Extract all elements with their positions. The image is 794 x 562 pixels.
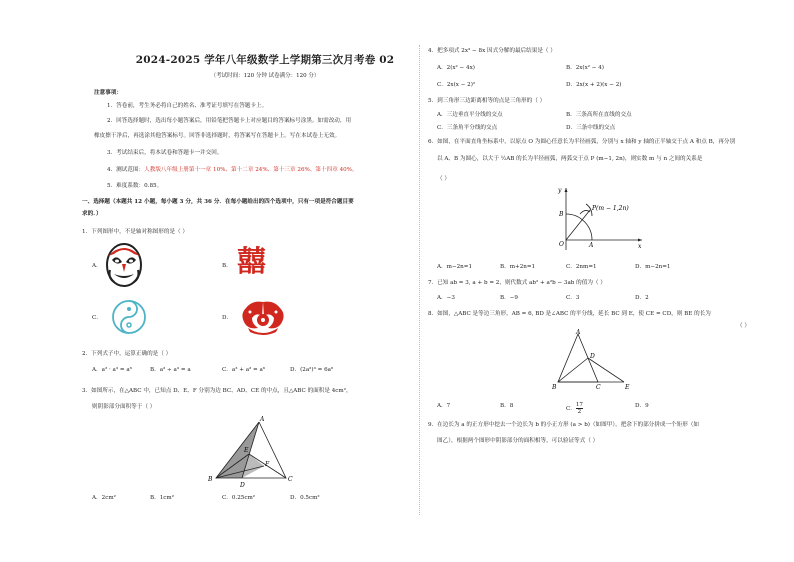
note-2b: 橡皮擦干净后，再选涂其他答案标号。回答非选择题时，将答案写在答题卡上。写在本试卷上无效。	[94, 133, 341, 139]
q3-option-d: D．0.5cm²	[290, 495, 320, 501]
q8-option-c-numerator: 17	[575, 402, 583, 408]
q8-label-b: B	[552, 384, 557, 391]
q2-option-b: B．a³ ÷ a³ = a	[150, 367, 191, 373]
q5-option-d: D．三条中线的交点	[566, 125, 616, 131]
note-5: 5．难度系数：0.85。	[107, 183, 163, 189]
q6-stem-line2: 以 A、B 为圆心，以大于 ½AB 的长为半径画弧，两弧交于点 P (m−1, 2n)，则实数 m 与 n 之间的关系是	[437, 156, 703, 162]
q8-option-b: B．8	[500, 403, 514, 409]
q6-option-d: D．m−2n=1	[635, 264, 671, 270]
q2-option-d: D．(2a²)³ = 6a⁶	[290, 367, 334, 373]
q4-option-a: A．2(x² − 4x)	[437, 65, 475, 71]
section-heading-line2: 求的．）	[82, 211, 102, 217]
q5-option-c: C．三条角平分线的交点	[437, 125, 498, 131]
q6-stem-line1: 6．如图，在平面直角坐标系中，以原点 O 为圆心任意长为半径画弧，分别与 x 轴和 y 轴的正半轴交于点 A 和点 B，再分别	[428, 139, 736, 145]
q7-option-d: D．2	[635, 295, 649, 301]
q3-option-b: B．1cm²	[150, 495, 174, 501]
exam-info: （考试时间：120 分钟 试卷满分：120 分）	[210, 73, 320, 79]
q3-option-a: A．2cm²	[92, 495, 116, 501]
section-heading-line1: 一、选择题（本题共 12 小题，每小题 3 分，共 36 分．在每小题给出的四个选项中，只有一项是符合题目要	[82, 199, 354, 205]
q9-stem-line1: 9．在边长为 a 的正方形中挖去一个边长为 b 的小正方形 (a > b)（如图甲），把余下的部分拼成一个矩形（如	[428, 422, 700, 428]
q4-option-b: B．2x(x² − 4)	[566, 65, 604, 71]
q8-option-c-denominator: 2	[577, 409, 582, 415]
q3-label-d: D	[240, 482, 245, 489]
q1-option-c-label: C．	[92, 315, 102, 321]
q7-option-b: B．−9	[500, 295, 518, 301]
q2-option-a: A．a² · a³ = a⁶	[92, 367, 132, 373]
note-4-prefix: 4．测试范围：	[107, 167, 145, 173]
note-2a: 2．回答选择题时，选出每小题答案后，用铅笔把答题卡上对应题目的答案标号涂黑。如需改动，用	[107, 118, 352, 124]
q3-label-b: B	[208, 476, 213, 483]
q8-option-c	[566, 402, 583, 415]
q5-option-a: A．三边垂直平分线的交点	[437, 112, 503, 118]
q2-stem: 2．下列式子中，运算正确的是（ ）	[82, 351, 172, 357]
q5-option-b: B．三条高所在直线的交点	[566, 112, 632, 118]
notes-heading: 注意事项：	[94, 90, 122, 96]
q1-option-b-label: B．	[222, 263, 232, 269]
q6-label-a: A	[589, 242, 594, 249]
q8-triangle-figure	[552, 328, 636, 392]
page-title: 2024-2025 学年八年级数学上学期第三次月考卷 02	[135, 54, 395, 66]
q5-stem: 5．到三角形三边距离相等的点是三角形的（ ）	[428, 98, 546, 104]
q1-option-c-yin-yang	[110, 298, 148, 336]
q6-label-y: y	[558, 187, 562, 194]
q1-option-b-double-happiness: 囍	[237, 244, 267, 278]
q1-stem: 1．下列图形中，不是轴对称图形的是（ ）	[82, 229, 189, 235]
q2-option-c: C．a³ + a³ = a⁶	[222, 367, 266, 373]
q6-option-c: C．2nm=1	[566, 264, 597, 270]
q7-option-a: A．−3	[437, 295, 455, 301]
q8-stem-line1: 8．如图，△ABC 是等边三角形，AB = 6, BD 是∠ABC 的平分线，延长 BC 到 E，使 CE = CD，则 BE 的长为	[428, 311, 711, 317]
q8-option-d: D．9	[635, 403, 649, 409]
q4-option-d: D．2x(x + 2)(x − 2)	[566, 82, 622, 88]
q3-triangle-figure	[204, 414, 298, 490]
q1-option-d-dragon-papercut	[238, 298, 288, 336]
q9-stem-line2: 图乙），根据两个图形中阴影部分的面积相等，可以验证等式（ ）	[437, 438, 599, 444]
q6-label-x: x	[638, 243, 642, 250]
note-4-range: 人教版八年级上册第十一章 10%、第十二章 24%、第十三章 26%、第十四章 40%。	[144, 167, 358, 173]
q3-option-c: C．0.25cm²	[222, 495, 256, 501]
q3-label-a: A	[260, 416, 265, 423]
q6-label-b: B	[559, 211, 564, 218]
q1-option-a-label: A．	[92, 263, 102, 269]
q4-option-c: C．2x(x − 2)²	[437, 82, 476, 88]
note-1: 1．答卷前，考生务必将自己的姓名、准考证号填写在答题卡上。	[107, 103, 268, 109]
q3-label-c: C	[288, 476, 293, 483]
q6-label-o: O	[559, 241, 564, 248]
q8-option-c-fraction	[576, 402, 583, 415]
q3-stem-line1: 3．如图所示，在△ABC 中，已知点 D、E、F 分别为边 BC、AD、CE 的中点，且△ABC 的面积是 4cm²，	[82, 388, 352, 394]
q3-label-f: F	[265, 461, 270, 468]
q3-stem-line2: 则阴影部分面积等于（ ）	[92, 404, 156, 410]
q8-answer-paren: （ ）	[737, 323, 750, 329]
q8-label-c: C	[596, 384, 601, 391]
q8-label-e: E	[625, 384, 630, 391]
note-4	[107, 166, 358, 174]
q8-label-d: D	[590, 353, 595, 360]
q6-option-b: B．m+2n=1	[500, 264, 536, 270]
q4-stem: 4．把多项式 2x³ − 8x 因式分解的最后结果是（ ）	[428, 48, 556, 54]
q1-option-a-opera-mask	[104, 242, 144, 288]
q7-option-c: C．3	[566, 295, 580, 301]
q6-answer-paren: （ ）	[437, 176, 450, 182]
column-divider	[419, 45, 420, 515]
q3-label-e: E	[244, 447, 249, 454]
q8-option-c-prefix: C．	[566, 406, 576, 412]
q8-label-a: A	[576, 329, 581, 336]
q6-coordinate-figure	[552, 184, 644, 254]
q7-stem: 7．已知 ab = 3, a + b = 2，则代数式 ab² + a²b − 3ab 的值为（ ）	[428, 280, 606, 286]
q6-label-p: P(m − 1,2n)	[592, 205, 629, 212]
q6-option-a: A．m−2n=1	[437, 264, 473, 270]
note-3: 3．考试结束后，将本试卷和答题卡一并交回。	[107, 150, 223, 156]
q1-option-d-label: D．	[222, 315, 233, 321]
q8-option-a: A．7	[437, 403, 451, 409]
